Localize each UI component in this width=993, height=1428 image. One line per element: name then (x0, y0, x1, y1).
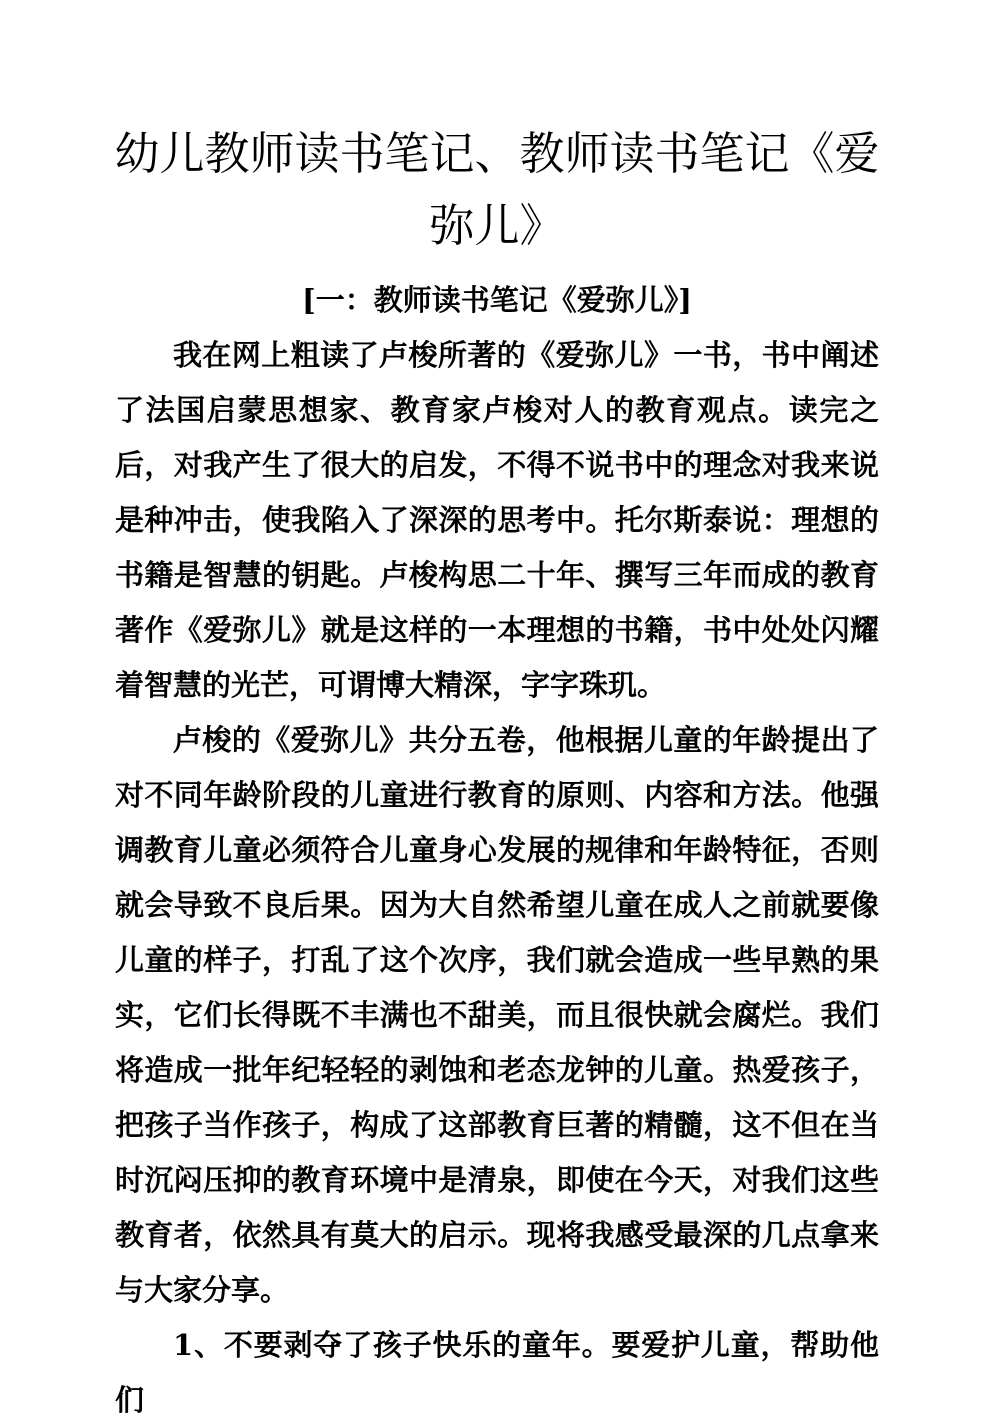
document-body (115, 328, 879, 1428)
body-paragraph-2: 卢梭的《爱弥儿》共分五卷，他根据儿童的年龄提出了对不同年龄阶段的儿童进行教育的原则、内容和方法。他强调教育儿童必须符合儿童身心发展的规律和年龄特征，否则就会导致不良后果。因为大自然希望儿童在成人之前就要像儿童的样子，打乱了这个次序，我们就会造成一些早熟的果实，它们长得既不丰满也不甜美，而且很快就会腐烂。我们将造成一批年纪轻轻的剥蚀和老态龙钟的儿童。热爱孩子，把孩子当作孩子，构成了这部教育巨著的精髓，这不但在当时沉闷压抑的教育环境中是清泉，即使在今天，对我们这些教育者，依然具有莫大的启示。现将我感受最深的几点拿来与大家分享。 (115, 723, 879, 1307)
body-list-item-1: 1、不要剥夺了孩子快乐的童年。要爱护儿童，帮助他们 (115, 1328, 879, 1417)
page-title: 幼儿教师读书笔记、教师读书笔记《爱弥儿》 (114, 127, 880, 252)
document-subtitle: [一：教师读书笔记《爱弥儿》] (302, 283, 692, 317)
body-paragraph-1: 我在网上粗读了卢梭所著的《爱弥儿》一书，书中阐述了法国启蒙思想家、教育家卢梭对人的教育观点。读完之后，对我产生了很大的启发，不得不说书中的理念对我来说是种冲击，使我陷入了深深的思考中。托尔斯泰说：理想的书籍是智慧的钥匙。卢梭构思二十年、撰写三年而成的教育著作《爱弥儿》就是这样的一本理想的书籍，书中处处闪耀着智慧的光芒，可谓博大精深，字字珠玑。 (115, 338, 879, 702)
